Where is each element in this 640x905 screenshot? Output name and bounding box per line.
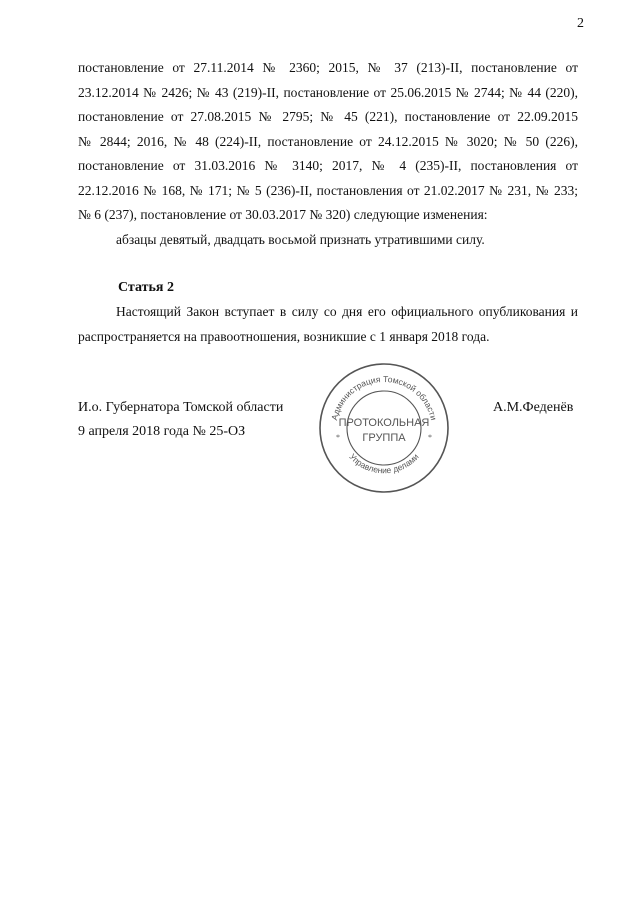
page-number: 2 <box>577 16 584 31</box>
signer-name: А.М.Феденёв <box>493 400 574 415</box>
seal-center-line: ПРОТОКОЛЬНАЯ <box>338 417 430 429</box>
body-line: постановление от 27.11.2014 № 2360; 2015, № 37 (213)-II, постановление от <box>78 60 578 75</box>
seal-star-icon: * <box>336 433 340 442</box>
article-line: распространяется на правоотношения, возникшие с 1 января 2018 года. <box>78 328 490 344</box>
body-line: постановление от 31.03.2016 № 3140; 2017, № 4 (235)-II, постановления от <box>78 158 578 173</box>
body-line: постановление от 27.08.2015 № 2795; № 45 (221), постановление от 22.09.2015 <box>78 109 578 124</box>
article-line: Настоящий Закон вступает в силу со дня его официального опубликования и <box>116 304 578 319</box>
seal-star-icon: * <box>428 433 432 442</box>
seal-center-line: ГРУППА <box>362 432 406 444</box>
seal-top-arc: Администрация Томской области <box>329 373 439 422</box>
article-text <box>78 300 578 349</box>
law-reference: 9 апреля 2018 года № 25-ОЗ <box>78 424 246 439</box>
body-line: № 6 (237), постановление от 30.03.2017 № 320) следующие изменения: <box>78 207 488 222</box>
seal-stamp <box>316 360 452 496</box>
body-line: 23.12.2014 № 2426; № 43 (219)-II, постановление от 25.06.2015 № 2744; № 44 (220), <box>78 84 578 100</box>
body-text <box>78 56 578 252</box>
article-heading: Статья 2 <box>118 280 174 295</box>
body-line: 22.12.2016 № 168, № 171; № 5 (236)-II, постановления от 21.02.2017 № 231, № 233; <box>78 182 578 198</box>
body-line: № 2844; 2016, № 48 (224)-II, постановление от 24.12.2015 № 3020; № 50 (226), <box>78 133 578 149</box>
seal-bottom-arc: Управление делами <box>347 451 421 476</box>
signer-title: И.о. Губернатора Томской области <box>78 400 284 415</box>
change-paragraph: абзацы девятый, двадцать восьмой признать утратившими силу. <box>116 231 485 247</box>
